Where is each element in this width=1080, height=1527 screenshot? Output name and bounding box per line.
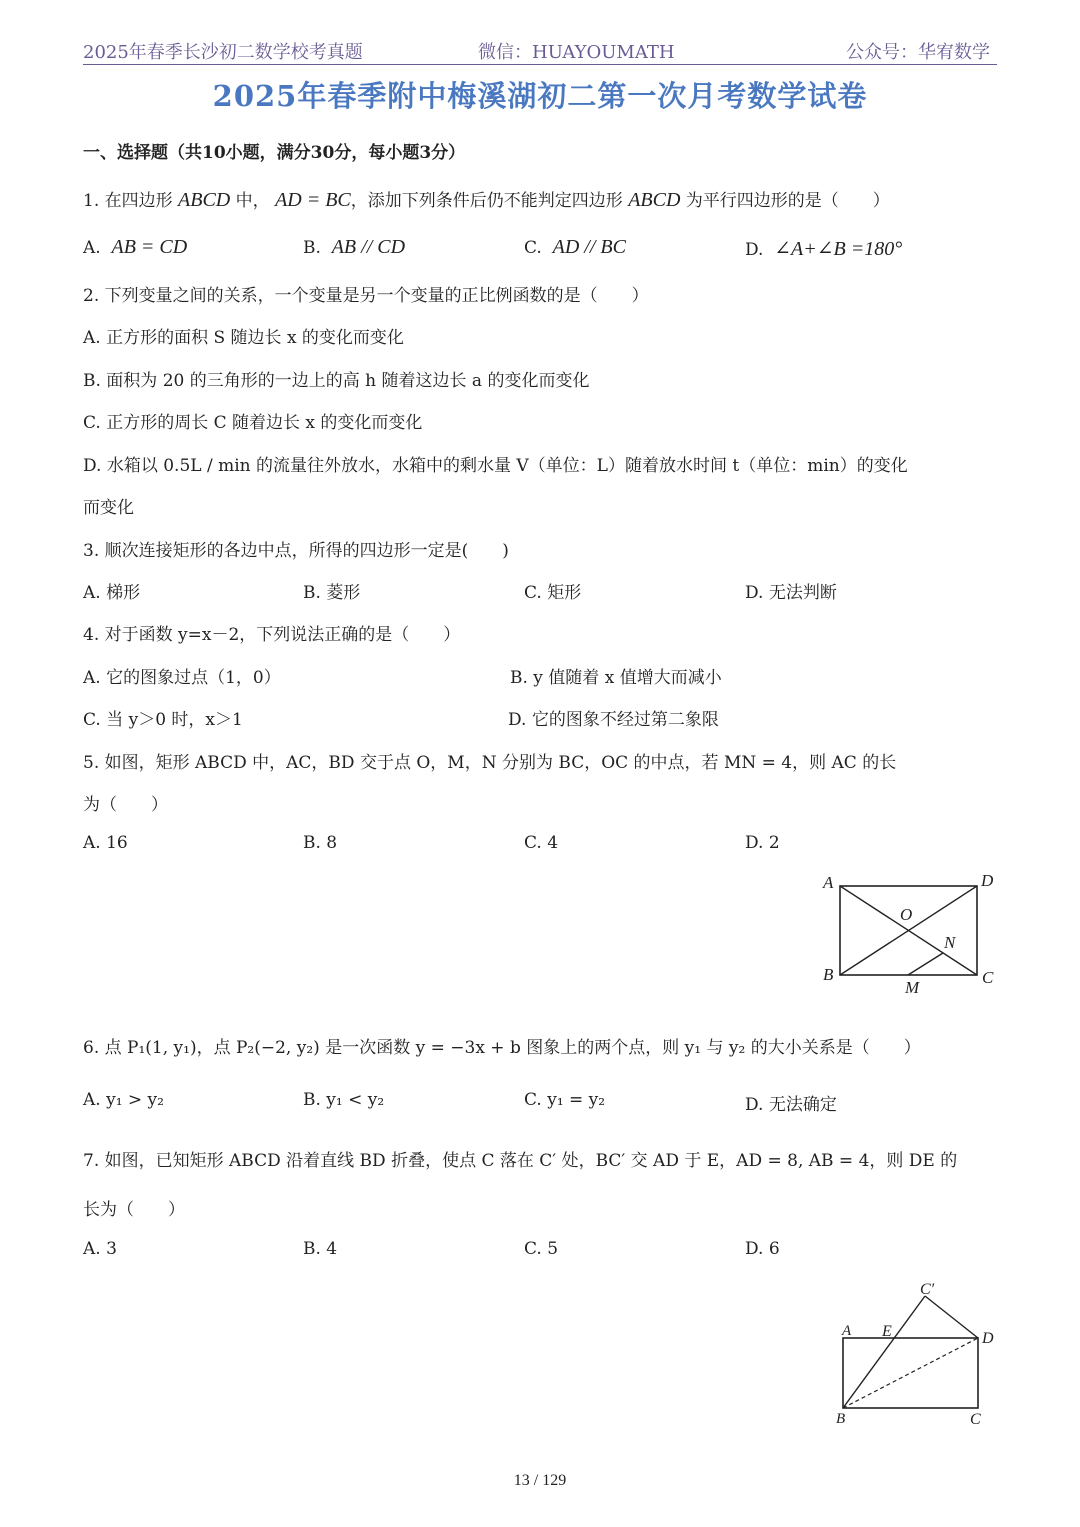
q4-option-d: D. 它的图象不经过第二象限 [508,710,719,730]
q6-option-a: A. y₁ > y₂ [83,1090,164,1110]
q7-figure [830,1278,1005,1428]
q5-option-b: B. 8 [303,833,338,853]
q2-stem: 2. 下列变量之间的关系，一个变量是另一个变量的正比例函数的是（ ） [83,286,649,306]
q5-option-c: C. 4 [524,833,559,853]
q5-stem-cont: 为（ ） [83,795,168,815]
q2-option-a: A. 正方形的面积 S 随边长 x 的变化而变化 [83,328,404,348]
page-title: 2025年春季附中梅溪湖初二第一次月考数学试卷 [212,79,868,113]
q7-label-e: E [882,1323,892,1340]
q1-option-c: C. AD // BC [524,236,626,258]
q2-option-d-cont: 而变化 [83,498,134,518]
q3-option-a: A. 梯形 [83,583,141,603]
header-left: 2025年春季长沙初二数学校考真题 [83,42,363,63]
q6-stem: 6. 点 P₁(1, y₁)，点 P₂(−2, y₂) 是一次函数 y = −3x + b 图象上的两个点，则 y₁ 与 y₂ 的大小关系是（ ） [83,1038,921,1058]
q7-stem-cont: 长为（ ） [83,1200,185,1220]
q1-option-b: B. AB // CD [303,236,406,258]
q5-label-b: B [823,965,834,984]
q4-option-c: C. 当 y＞0 时，x＞1 [83,710,243,730]
q5-label-o: O [900,905,913,924]
q7-label-c-prime: C′ [920,1281,935,1298]
q5-label-n: N [944,933,956,952]
q4-option-b: B. y 值随着 x 值增大而减小 [510,668,722,688]
q1-stem: 1. 在四边形 ABCD 中， AD = BC，添加下列条件后仍不能判定四边形 ABCD 为平行四边形的是（ ） [83,189,890,211]
q7-stem: 7. 如图，已知矩形 ABCD 沿着直线 BD 折叠，使点 C 落在 C′ 处，BC′ 交 AD 于 E，AD = 8, AB = 4，则 DE 的 [83,1151,958,1171]
q6-option-d: D. 无法确定 [745,1095,837,1115]
q7-option-a: A. 3 [83,1239,117,1259]
q4-stem: 4. 对于函数 y=x－2，下列说法正确的是（ ） [83,625,461,645]
q5-figure [815,866,1005,998]
q7-label-c: C [970,1411,981,1428]
q5-label-a: A [823,873,834,892]
q1-option-a: A. AB = CD [83,236,188,258]
q2-option-b: B. 面积为 20 的三角形的一边上的高 h 随着这边长 a 的变化而变化 [83,371,590,391]
q7-option-c: C. 5 [524,1239,559,1259]
q5-option-d: D. 2 [745,833,780,853]
q3-stem: 3. 顺次连接矩形的各边中点，所得的四边形一定是( ) [83,541,509,561]
q5-label-c: C [982,968,994,987]
q3-option-b: B. 菱形 [303,583,361,603]
q7-label-a: A [842,1323,852,1339]
q5-stem: 5. 如图，矩形 ABCD 中，AC，BD 交于点 O，M，N 分别为 BC，OC 的中点，若 MN = 4，则 AC 的长 [83,753,897,773]
q3-option-c: C. 矩形 [524,583,582,603]
section-heading: 一、选择题（共10小题，满分30分，每小题3分） [83,143,466,163]
q1-option-d: D. ∠A+∠B =180° [745,238,903,260]
header-center: 微信：HUAYOUMATH [478,42,675,63]
q7-option-d: D. 6 [745,1239,780,1259]
page-number: 13 / 129 [513,1472,567,1489]
q6-option-c: C. y₁ = y₂ [524,1090,606,1110]
q2-option-d: D. 水箱以 0.5L / min 的流量往外放水，水箱中的剩水量 V（单位：L）随着放水时间 t（单位：min）的变化 [83,456,908,476]
header-divider [83,64,997,65]
q2-option-c: C. 正方形的周长 C 随着边长 x 的变化而变化 [83,413,423,433]
q7-option-b: B. 4 [303,1239,338,1259]
q5-label-d: D [981,871,994,890]
q6-option-b: B. y₁ < y₂ [303,1090,385,1110]
q3-option-d: D. 无法判断 [745,583,837,603]
q4-option-a: A. 它的图象过点（1，0） [83,668,281,688]
q7-label-d: D [982,1330,994,1347]
header-right: 公众号：华宥数学 [846,42,990,63]
q5-label-m: M [905,978,920,997]
q5-option-a: A. 16 [83,833,128,853]
q7-label-b: B [836,1411,846,1427]
